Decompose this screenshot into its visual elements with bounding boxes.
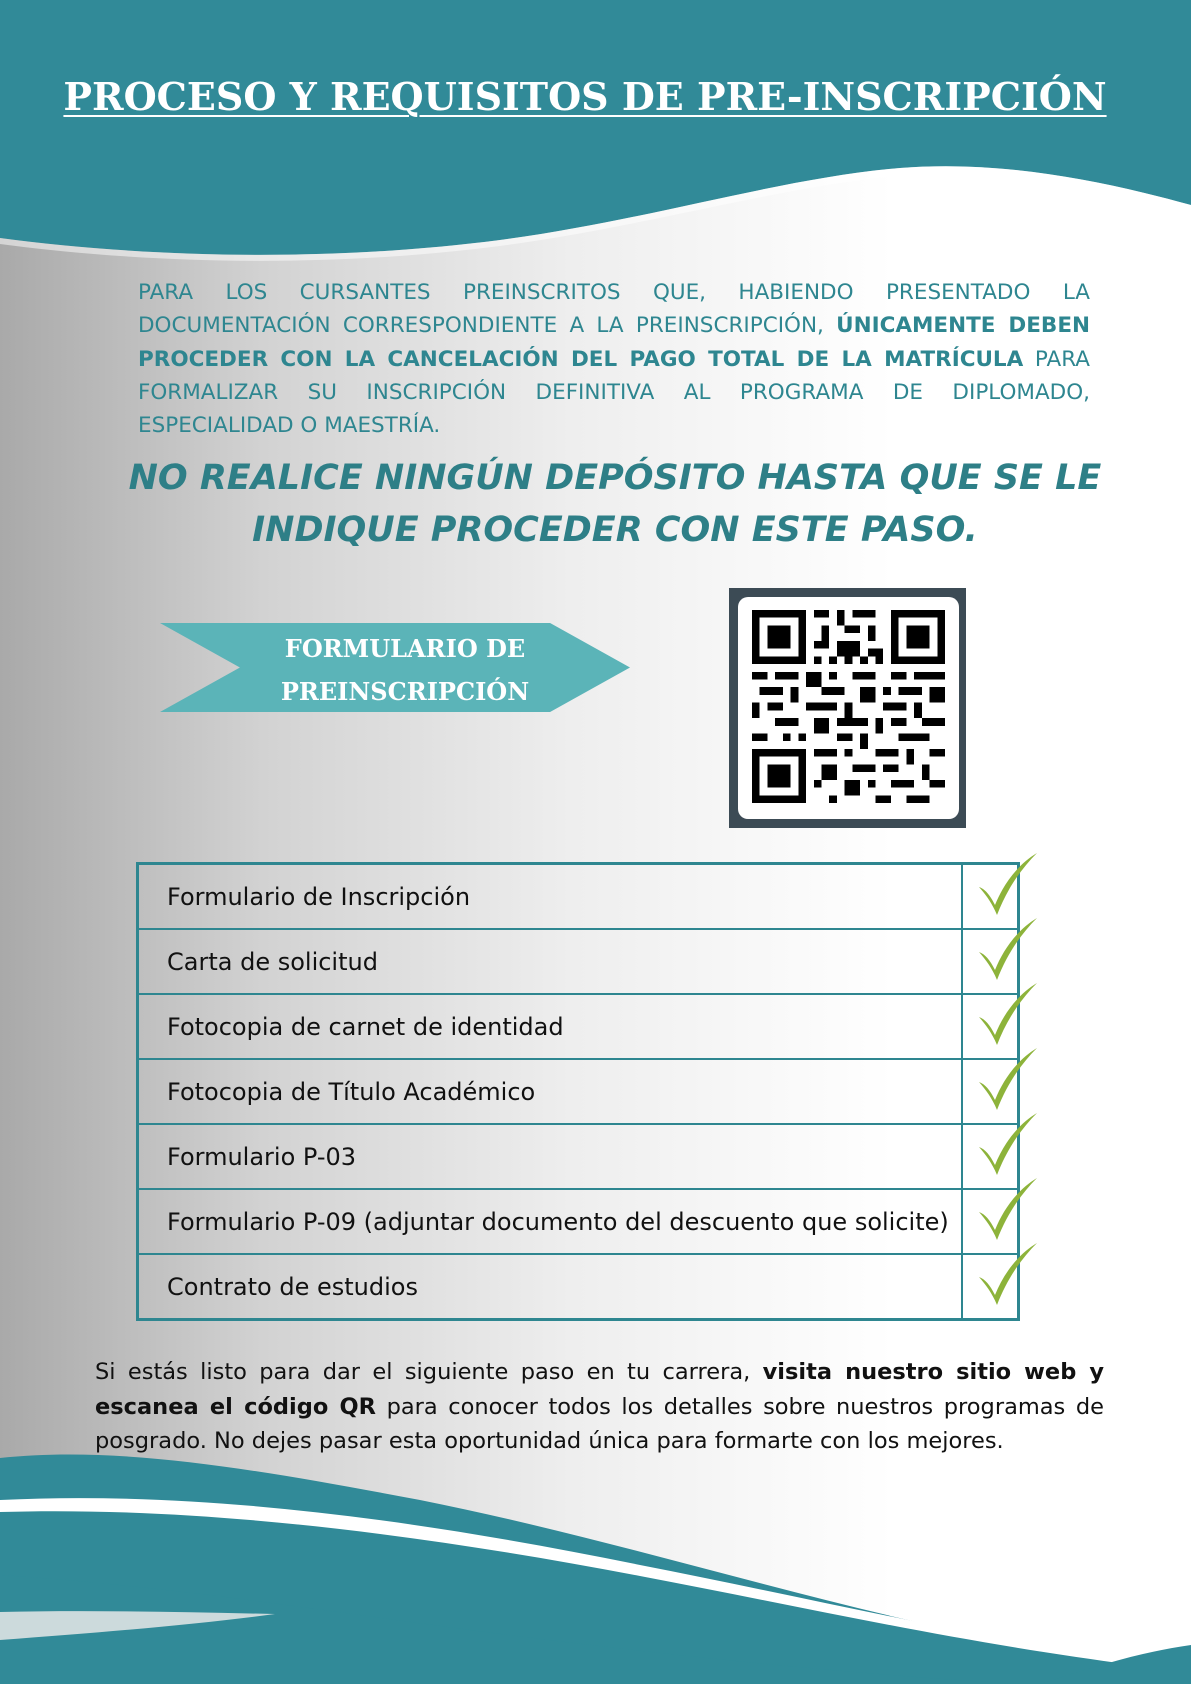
requirement-label: Fotocopia de carnet de identidad [138, 994, 963, 1059]
checkmark-icon [977, 1176, 1039, 1242]
header-wave [0, 0, 1191, 255]
checkmark-icon [977, 851, 1039, 917]
closing-bold-text: visita nuestro sitio web y escanea el código QR [95, 1359, 1104, 1420]
intro-text: PARA LOS CURSANTES PREINSCRITOS QUE, HABIENDO PRESENTADO LA DOCUMENTACIÓN CORRESPONDIENTE A LA PREINSCRIPCIÓN, [138, 280, 1090, 339]
table-row [138, 1254, 1019, 1320]
checkmark-icon [977, 1241, 1039, 1307]
requirement-label: Carta de solicitud [138, 929, 963, 994]
warning-line-2: INDIQUE PROCEDER CON ESTE PASO. [252, 510, 978, 550]
table-row [138, 1059, 1019, 1124]
requirement-label: Formulario de Inscripción [138, 864, 963, 930]
requirements-table [136, 862, 1020, 1321]
ribbon-line-2: PREINSCRIPCIÓN [280, 677, 530, 706]
page-title: PROCESO Y REQUISITOS DE PRE-INSCRIPCIÓN [63, 74, 1107, 119]
checkmark-icon [977, 916, 1039, 982]
intro-text-end: PARA FORMALIZAR SU INSCRIPCIÓN DEFINITIVA AL PROGRAMA DE DIPLOMADO, ESPECIALIDAD O MAESTRÍA. [138, 346, 1090, 439]
table-row [138, 994, 1019, 1059]
closing-text-end: para conocer todos los detalles sobre nuestros programas de posgrado. No dejes pasar esta oportunidad única para formarte con los mejores. [95, 1393, 1104, 1454]
checkmark-icon [977, 981, 1039, 1047]
qr-code-icon[interactable] [752, 610, 945, 803]
intro-paragraph [138, 276, 1090, 442]
table-row [138, 1189, 1019, 1254]
requirement-label: Contrato de estudios [138, 1254, 963, 1320]
ribbon-line-1: FORMULARIO DE [284, 634, 526, 663]
checkmark-icon [977, 1046, 1039, 1112]
intro-bold-text: ÚNICAMENTE DEBEN PROCEDER CON LA CANCELACIÓN DEL PAGO TOTAL DE LA MATRÍCULA [138, 313, 1090, 372]
closing-text: Si estás listo para dar el siguiente paso en tu carrera, [95, 1359, 763, 1385]
check-cell [962, 1254, 1019, 1320]
requirement-label: Formulario P-03 [138, 1124, 963, 1189]
checkmark-icon [977, 1111, 1039, 1177]
table-row [138, 929, 1019, 994]
table-row [138, 864, 1019, 930]
requirement-label: Fotocopia de Título Académico [138, 1059, 963, 1124]
warning-line-1: NO REALICE NINGÚN DEPÓSITO HASTA QUE SE LE [128, 458, 1102, 498]
requirement-label: Formulario P-09 (adjuntar documento del descuento que solicite) [138, 1189, 963, 1254]
table-row [138, 1124, 1019, 1189]
form-ribbon-label [245, 627, 565, 713]
closing-paragraph [95, 1355, 1104, 1459]
warning-notice [120, 452, 1110, 556]
